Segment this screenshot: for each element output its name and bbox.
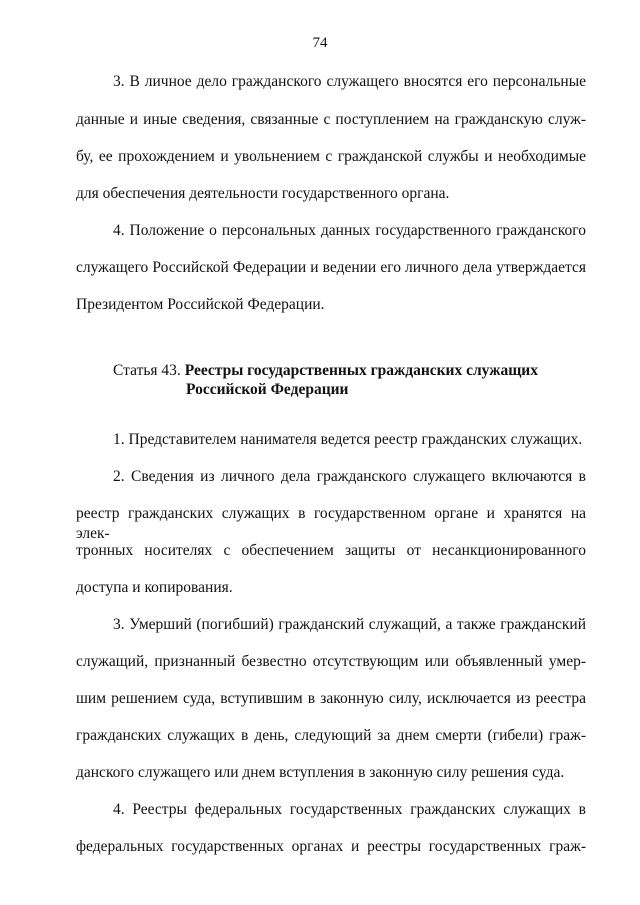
text-line: Президентом Российской Федерации. [76,296,325,313]
article-heading-line1 [113,361,538,381]
text-line: доступа и копирования. [76,579,233,596]
text-line: шим решением суда, вступившим в законную силу, исключается из реестра [76,690,586,707]
text-line: служащий, признанный безвестно отсутствующим или объявленный умер- [76,653,586,670]
text-line: служащего Российской Федерации и ведении его личного дела утверждается [76,259,586,276]
text-line: федеральных государственных органах и реестры государственных граж- [76,838,586,855]
text-line: 1. Представителем нанимателя ведется реестр гражданских служащих. [113,431,583,448]
text-line: данского служащего или днем вступления в законную силу решения суда. [76,764,565,781]
text-line: бу, ее прохождением и увольнением с гражданской службы и необходимые [76,148,586,165]
page-number: 74 [312,35,328,51]
text-line: для обеспечения деятельности государственного органа. [76,185,450,202]
article-title: Реестры государственных гражданских служащих [184,362,538,379]
text-line: 3. Умерший (погибший) гражданский служащий, а также гражданский [113,616,586,633]
text-line: 2. Сведения из личного дела гражданского служащего включаются в [113,468,586,485]
text-line: 4. Положение о персональных данных государственного гражданского [113,222,586,239]
text-line: 4. Реестры федеральных государственных гражданских служащих в [113,801,586,818]
article-label: Статья 43. [113,362,181,379]
text-line: гражданских служащих в день, следующий за днем смерти (гибели) граж- [76,727,586,744]
text-line: данные и иные сведения, связанные с поступлением на гражданскую служ- [76,111,586,128]
text-line: тронных носителях с обеспечением защиты от несанкционированного [76,542,586,559]
article-title-line2: Российской Федерации [186,381,349,398]
text-line: реестр гражданских служащих в государственном органе и хранятся на элек- [76,505,586,542]
text-line: 3. В личное дело гражданского служащего вносятся его персональные [113,73,586,90]
